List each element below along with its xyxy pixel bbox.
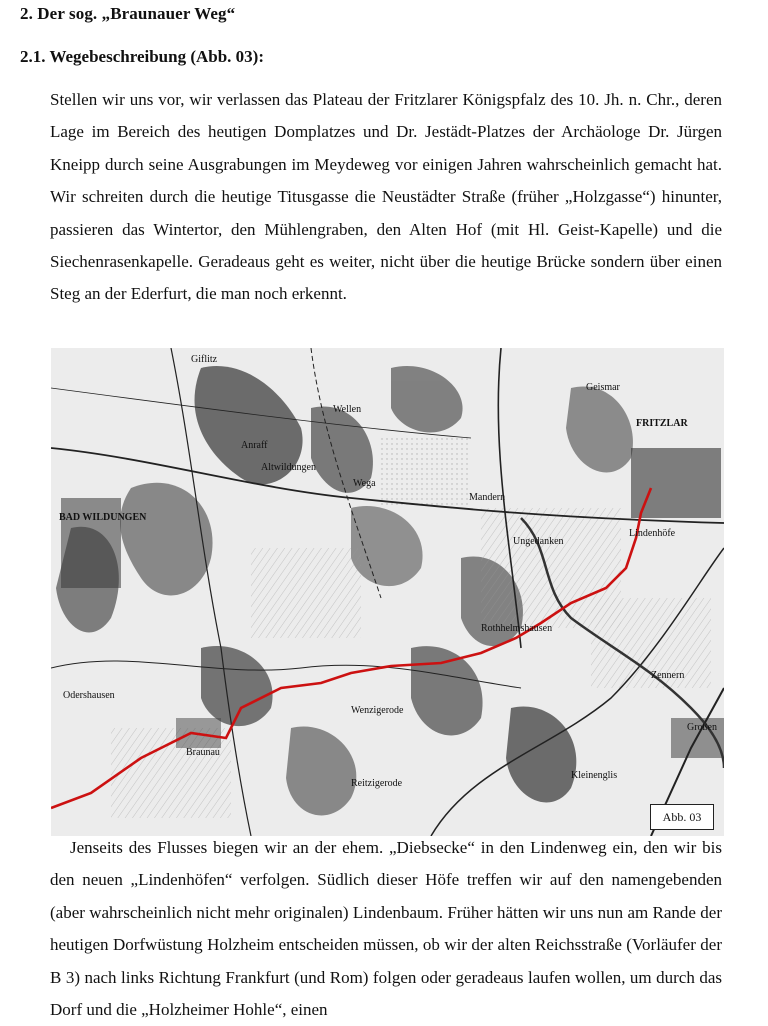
place-label-rothhelmshausen: Rothhelmshausen — [481, 623, 553, 634]
topographic-map — [51, 348, 724, 836]
place-label-wega: Wega — [353, 478, 376, 489]
place-label-fritzlar: FRITZLAR — [636, 418, 688, 429]
place-label-giflitz: Giflitz — [191, 354, 218, 365]
place-label-altwildungen: Altwildungen — [261, 462, 316, 473]
place-label-grossenenglis: Großen — [687, 722, 717, 733]
place-label-braunau: Braunau — [186, 747, 220, 758]
place-label-lindenhoefe: Lindenhöfe — [629, 528, 676, 539]
place-label-geismar: Geismar — [586, 382, 620, 393]
place-label-anraff: Anraff — [241, 440, 268, 451]
place-label-wellen: Wellen — [333, 404, 362, 415]
subsection-heading: 2.1. Wegebeschreibung (Abb. 03): — [20, 47, 265, 66]
place-label-zennern: Zennern — [651, 670, 685, 681]
place-label-kleinenglis: Kleinenglis — [571, 770, 618, 781]
place-label-bad-wildungen: BAD WILDUNGEN — [59, 512, 147, 523]
place-label-mandern: Mandern — [469, 492, 506, 503]
figure-label: Abb. 03 — [650, 804, 714, 830]
place-label-reitzigerode: Reitzigerode — [351, 778, 403, 789]
place-label-odershausen: Odershausen — [63, 690, 115, 701]
map-figure — [51, 348, 724, 836]
place-label-ungedanken: Ungedanken — [513, 536, 564, 547]
paragraph-continuation: Jenseits des Flusses biegen wir an der ehem. „Diebsecke“ in den Lindenweg ein, den wir bis den neuen „Lindenhöfen“ verfolgen. Südlich dieser Höfe treffen wir auf den namengebenden (aber wahrscheinlich nicht mehr originalen) Lindenbaum. Früher hätten wir uns nun am Rande der heutigen Dorfwüstung Holzheim entscheiden müssen, ob wir der alten Reichsstraße (Vorläufer der B 3) nach links Richtung Frankfurt (und Rom) folgen oder geradeaus laufen wollen, um durch das Dorf und die „Holzheimer Hohle“, einen — [50, 838, 722, 1020]
paragraph-route-description: Stellen wir uns vor, wir verlassen das Plateau der Fritzlarer Königspfalz des 10. Jh. n. Chr., deren Lage im Bereich des heutigen Domplatzes und Dr. Jestädt-Platzes der Archäologe Dr. Jürgen Kneipp durch seine Ausgrabungen im Meydeweg vor einigen Jahren wahrscheinlich gemacht hat. Wir schreiten durch die heutige Titusgasse die Neustädter Straße (früher „Holzgasse“) hinunter, passieren das Wintertor, den Mühlengraben, den Alten Hof (mit Hl. Geist-Kapelle) und die Siechenrasenkapelle. Geradeaus geht es weiter, nicht über die heutige Brücke sondern über einen Steg an der Ederfurt, die man noch erkennt. — [50, 90, 722, 304]
place-label-wenzigerode: Wenzigerode — [351, 705, 404, 716]
section-heading: 2. Der sog. „Braunauer Weg“ — [20, 4, 236, 23]
